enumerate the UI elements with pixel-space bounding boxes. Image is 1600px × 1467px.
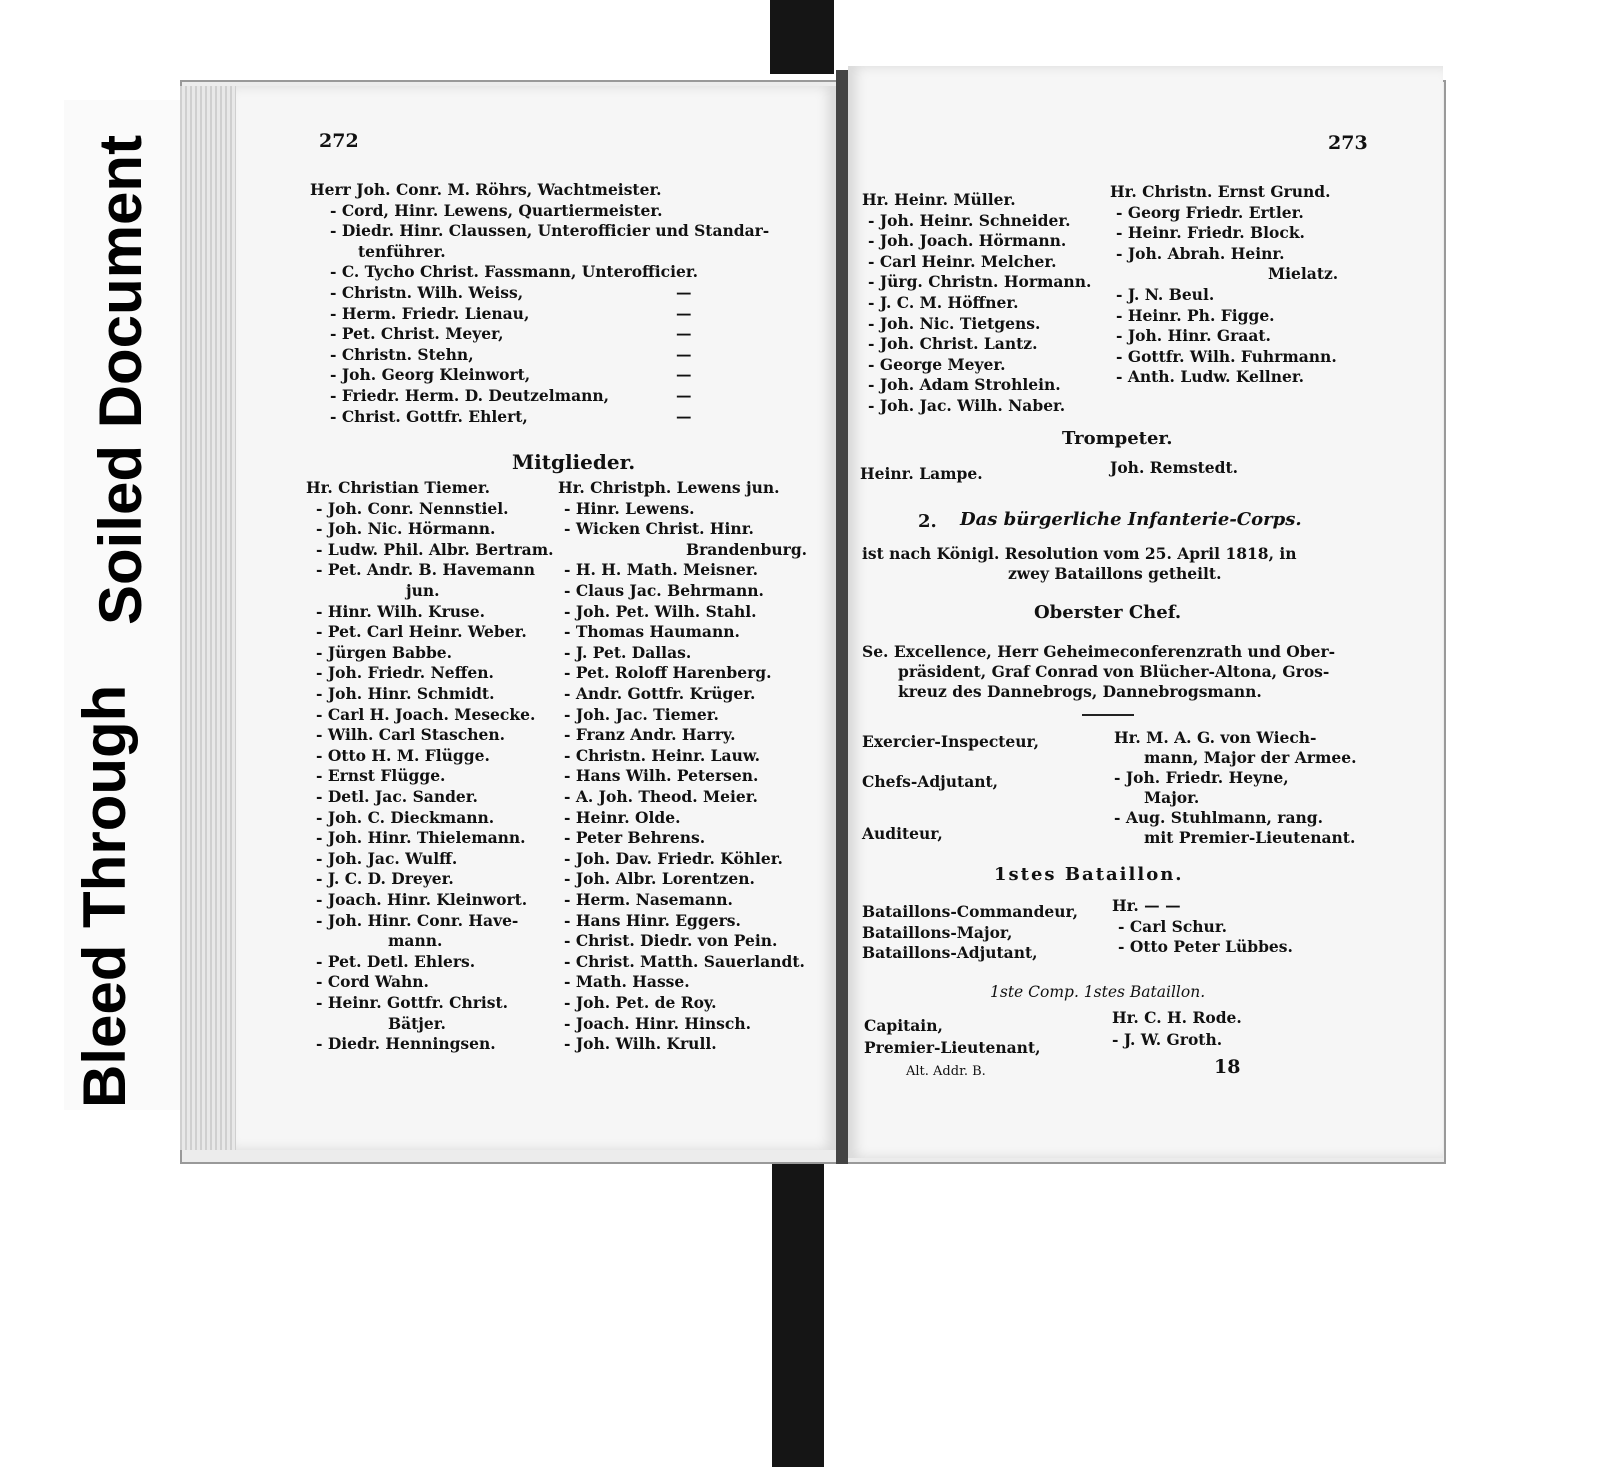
corps-entry: - J. C. M. Höffner. (868, 293, 1019, 312)
corps-entry: - Gottfr. Wilh. Fuhrmann. (1116, 346, 1337, 366)
bataillon-role: Bataillons-Commandeur, (862, 902, 1078, 921)
member-entry: - Ludw. Phil. Albr. Bertram. (316, 539, 554, 559)
member-entry: Bätjer. (388, 1013, 446, 1033)
officer-name: Major. (1144, 788, 1200, 807)
page-number-right: 273 (1328, 132, 1368, 154)
member-entry: - Ernst Flügge. (316, 766, 446, 786)
corps-entry: Hr. Christn. Ernst Grund. (1110, 182, 1331, 201)
member-entry: - J. Pet. Dallas. (564, 642, 692, 662)
corps-entry: Hr. Heinr. Müller. (862, 190, 1016, 209)
member-entry: - Herm. Nasemann. (564, 890, 733, 909)
member-entry: - Joh. Jac. Tiemer. (564, 704, 719, 724)
staff-entry: - Christ. Gottfr. Ehlert, (330, 406, 528, 426)
member-entry: jun. (406, 581, 440, 600)
bataillon-heading: 1stes Bataillon. (994, 864, 1184, 885)
footer-sheet-number: 18 (1214, 1056, 1241, 1078)
company-name: - J. W. Groth. (1112, 1030, 1223, 1049)
divider-line (1082, 714, 1134, 716)
member-entry: - Joh. Conr. Nennstiel. (316, 498, 509, 518)
member-entry: - Hinr. Wilh. Kruse. (316, 601, 486, 621)
company-name: Hr. C. H. Rode. (1112, 1008, 1242, 1027)
company-heading: 1ste Comp. 1stes Bataillon. (990, 983, 1206, 1001)
corps-entry: - Jürg. Christn. Hormann. (868, 272, 1092, 292)
trompeter-name-1: Heinr. Lampe. (860, 464, 983, 483)
corps-entry: - George Meyer. (868, 354, 1006, 374)
member-entry: - Franz Andr. Harry. (564, 725, 736, 745)
staff-dash: — (676, 344, 692, 364)
staff-entry: - Joh. Georg Kleinwort, (330, 365, 531, 385)
member-entry: - Heinr. Gottfr. Christ. (316, 993, 509, 1012)
member-entry: - Joh. Wilh. Krull. (564, 1034, 717, 1054)
staff-dash: — (676, 303, 692, 323)
member-entry: - Andr. Gottfr. Krüger. (564, 684, 756, 703)
member-entry: - Joh. Jac. Wulff. (316, 848, 458, 868)
member-entry: - Joach. Hinr. Hinsch. (564, 1013, 752, 1033)
staff-dash: — (676, 386, 692, 405)
member-entry: - Christn. Heinr. Lauw. (564, 745, 761, 765)
oberster-chef-heading: Oberster Chef. (1034, 602, 1182, 623)
member-entry: - Heinr. Olde. (564, 807, 681, 827)
member-entry: - Pet. Carl Heinr. Weber. (316, 622, 527, 642)
staff-entry: - Herm. Friedr. Lienau, (330, 303, 530, 323)
corps-entry: - Joh. Christ. Lantz. (868, 334, 1038, 354)
staff-dash: — (676, 283, 692, 302)
member-entry: - Jürgen Babbe. (316, 642, 453, 662)
corps-entry: - Carl Heinr. Melcher. (868, 251, 1057, 271)
company-role: Capitain, (864, 1016, 943, 1035)
corps-entry: Mielatz. (1268, 264, 1339, 284)
corps-entry: - J. N. Beul. (1116, 285, 1215, 304)
member-entry: - Claus Jac. Behrmann. (564, 581, 764, 600)
staff-entry: - C. Tycho Christ. Fassmann, Unterofficier. (330, 262, 698, 282)
soiled-document-label: Soiled Document (87, 134, 154, 625)
bleed-through-label: Bleed Through (71, 684, 138, 1108)
bataillon-role: Bataillons-Major, (862, 922, 1013, 942)
officer-name: Hr. M. A. G. von Wiech- (1114, 728, 1317, 747)
corps-entry: - Joh. Nic. Tietgens. (868, 313, 1041, 333)
staff-entry: - Cord, Hinr. Lewens, Quartiermeister. (330, 200, 663, 220)
left-page (236, 86, 836, 1150)
member-entry: - Cord Wahn. (316, 972, 429, 992)
member-entry: - Hans Wilh. Petersen. (564, 766, 759, 786)
member-entry: mann. (388, 931, 443, 951)
corps-entry: - Georg Friedr. Ertler. (1116, 202, 1304, 222)
member-entry: - Christ. Diedr. von Pein. (564, 931, 778, 951)
member-entry: Hr. Christian Tiemer. (306, 478, 491, 497)
chef-line-3: kreuz des Dannebrogs, Dannebrogsmann. (898, 682, 1262, 701)
member-entry: - Hinr. Lewens. (564, 498, 695, 518)
officer-name: - Aug. Stuhlmann, rang. (1114, 808, 1324, 827)
staff-dash: — (676, 365, 692, 385)
officer-name: - Joh. Friedr. Heyne, (1114, 768, 1289, 787)
bataillon-name: Hr. — — (1112, 896, 1181, 915)
member-entry: - H. H. Math. Meisner. (564, 560, 759, 580)
member-entry: - Wilh. Carl Staschen. (316, 725, 505, 745)
bataillon-role: Bataillons-Adjutant, (862, 943, 1038, 963)
trompeter-heading: Trompeter. (1062, 428, 1173, 449)
section-number: 2. (918, 511, 937, 532)
chef-line-2: präsident, Graf Conrad von Blücher-Altona, Gros- (898, 662, 1330, 681)
member-entry: - Math. Hasse. (564, 972, 690, 992)
member-entry: - Wicken Christ. Hinr. (564, 519, 754, 539)
member-entry: - Joh. Pet. de Roy. (564, 993, 717, 1012)
member-entry: - Joh. Hinr. Conr. Have- (316, 910, 519, 930)
staff-entry: tenführer. (358, 241, 446, 261)
top-bookmark-ribbon (770, 0, 834, 74)
section-note-line-2: zwey Bataillons getheilt. (1008, 564, 1222, 583)
member-entry: - Hans Hinr. Eggers. (564, 910, 741, 930)
corps-entry: - Joh. Jac. Wilh. Naber. (868, 396, 1066, 415)
staff-dash: — (676, 324, 692, 344)
member-entry: - Pet. Detl. Ehlers. (316, 951, 476, 971)
member-entry: - Joh. C. Dieckmann. (316, 807, 495, 827)
staff-entry: - Diedr. Hinr. Claussen, Unterofficier und Standar- (330, 221, 770, 241)
officer-role: Chefs-Adjutant, (862, 772, 999, 791)
member-entry: - Joh. Friedr. Neffen. (316, 663, 494, 683)
member-entry: - Joh. Hinr. Schmidt. (316, 684, 495, 703)
corps-entry: - Joh. Adam Strohlein. (868, 375, 1061, 395)
member-entry: - Christ. Matth. Sauerlandt. (564, 951, 805, 971)
bataillon-name: - Otto Peter Lübbes. (1118, 937, 1293, 957)
section-note-line-1: ist nach Königl. Resolution vom 25. April 1818, in (862, 544, 1297, 563)
member-entry: - Detl. Jac. Sander. (316, 787, 478, 806)
section-title: Das bürgerliche Infanterie-Corps. (960, 509, 1302, 530)
staff-dash: — (676, 406, 692, 426)
corps-entry: - Joh. Hinr. Graat. (1116, 326, 1271, 346)
staff-entry: Herr Joh. Conr. M. Röhrs, Wachtmeister. (310, 180, 662, 199)
company-role: Premier-Lieutenant, (864, 1038, 1041, 1057)
member-entry: - Pet. Andr. B. Havemann (316, 560, 535, 580)
staff-entry: - Pet. Christ. Meyer, (330, 324, 504, 344)
member-entry: - Peter Behrens. (564, 828, 706, 848)
member-entry: - Joach. Hinr. Kleinwort. (316, 890, 528, 909)
member-entry: - Joh. Nic. Hörmann. (316, 519, 496, 539)
bataillon-name: - Carl Schur. (1118, 916, 1227, 936)
staff-entry: - Friedr. Herm. D. Deutzelmann, (330, 386, 610, 405)
member-entry: Brandenburg. (686, 539, 808, 559)
corps-entry: - Heinr. Ph. Figge. (1116, 305, 1275, 325)
member-entry: - Joh. Pet. Wilh. Stahl. (564, 601, 757, 621)
member-entry: Hr. Christph. Lewens jun. (558, 478, 780, 497)
officer-name: mit Premier-Lieutenant. (1144, 828, 1356, 847)
member-entry: - Joh. Dav. Friedr. Köhler. (564, 848, 783, 868)
corps-entry: - Anth. Ludw. Kellner. (1116, 367, 1304, 387)
member-entry: - A. Joh. Theod. Meier. (564, 787, 758, 806)
member-entry: - Carl H. Joach. Mesecke. (316, 704, 536, 724)
corps-entry: - Joh. Abrah. Heinr. (1116, 243, 1285, 263)
footer-signature: Alt. Addr. B. (906, 1064, 986, 1079)
member-entry: - Joh. Albr. Lorentzen. (564, 869, 755, 889)
mitglieder-heading: Mitglieder. (512, 450, 636, 474)
page-number-left: 272 (319, 130, 359, 152)
page-stack-edge (180, 86, 238, 1150)
staff-entry: - Christn. Stehn, (330, 344, 474, 364)
right-page (848, 66, 1443, 1158)
corps-entry: - Joh. Heinr. Schneider. (868, 210, 1071, 230)
member-entry: - Pet. Roloff Harenberg. (564, 663, 772, 683)
member-entry: - Joh. Hinr. Thielemann. (316, 828, 526, 848)
member-entry: - Otto H. M. Flügge. (316, 745, 490, 765)
corps-entry: - Heinr. Friedr. Block. (1116, 223, 1305, 243)
book-gutter (836, 70, 848, 1164)
trompeter-name-2: Joh. Remstedt. (1110, 458, 1239, 477)
officer-name: mann, Major der Armee. (1144, 748, 1357, 767)
officer-role: Auditeur, (862, 824, 943, 843)
bottom-bookmark-ribbon (772, 1138, 824, 1467)
member-entry: - J. C. D. Dreyer. (316, 869, 454, 889)
corps-entry: - Joh. Joach. Hörmann. (868, 231, 1067, 251)
chef-line-1: Se. Excellence, Herr Geheimeconferenzrath und Ober- (862, 642, 1336, 661)
staff-entry: - Christn. Wilh. Weiss, (330, 283, 524, 302)
member-entry: - Thomas Haumann. (564, 622, 740, 642)
member-entry: - Diedr. Henningsen. (316, 1034, 496, 1054)
officer-role: Exercier-Inspecteur, (862, 732, 1039, 751)
